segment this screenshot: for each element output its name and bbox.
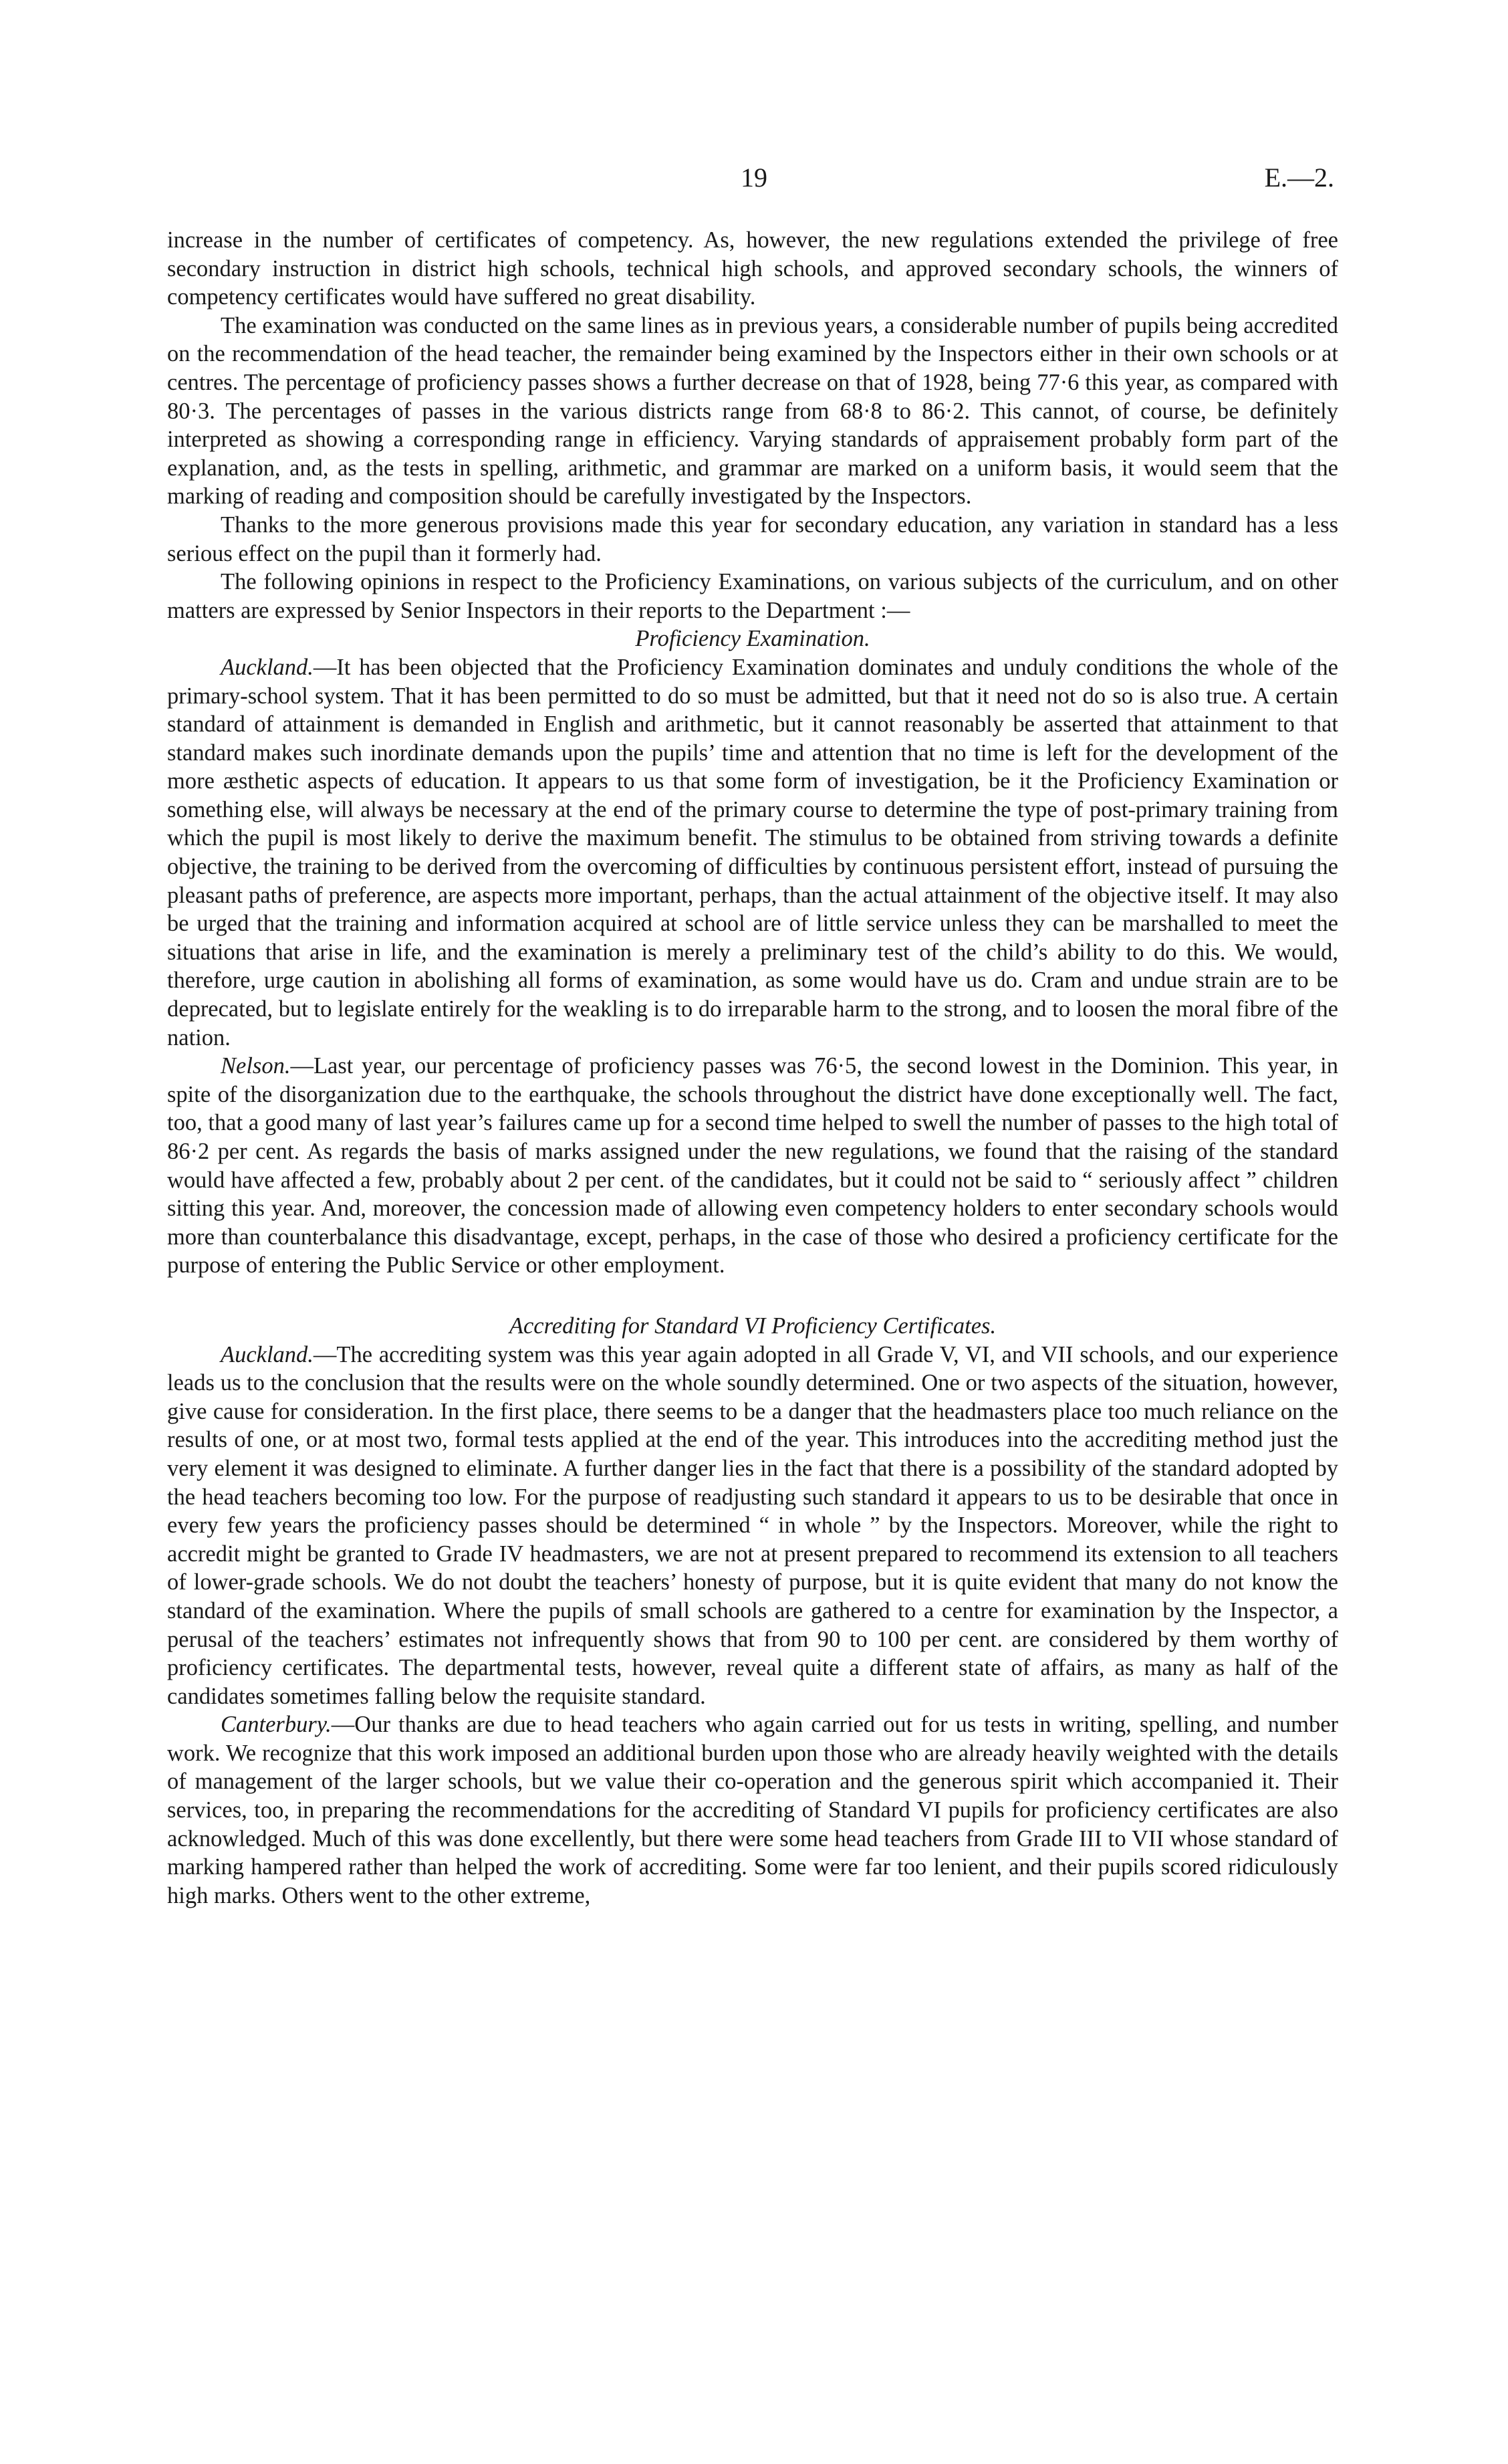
page-header (0, 158, 1508, 198)
section-heading-proficiency: Proficiency Examination. (635, 626, 870, 652)
paragraph-text: —Last year, our percentage of proficiency passes was 76·5, the second lowest in the Dominion. This year, in spite of the disorganization due to the earthquake, the schools throughout the district have done exceptionally well. The fact, too, that a good many of last year’s failures came up for a second time helped to swell the number of passes to the high total of 86·2 per cent. As regards the basis of marks assigned under the new regulations, we found that the raising of the standard would have affected a few, probably about 2 per cent. of the candidates, but it could not be said to “ seriously affect ” children sitting this year. And, moreover, the concession made of allowing even competency holders to enter secondary schools would more than counterbalance this disadvantage, except, perhaps, in the case of those who desired a proficiency certificate for the purpose of entering the Public Service or other employment. (167, 1053, 1338, 1278)
paragraph-secondary-provisions: Thanks to the more generous provisions made this year for secondary education, any variation in standard has a less serious effect on the pupil than it formerly had. (167, 512, 1338, 566)
report-code: E.—2. (1264, 162, 1334, 193)
paragraph-canterbury (167, 1710, 1338, 1910)
paragraph-text: —It has been objected that the Proficiency Examination dominates and unduly conditions the whole of the primary-school system. That it has been permitted to do so must be admitted, but that it need not do so is also true. A certain standard of attainment is demanded in English and arithmetic, but it cannot reasonably be asserted that attainment to that standard makes such inordinate demands upon the pupils’ time and attention that no time is left for the development of the more æsthetic aspects of education. It appears to us that some form of investigation, be it the Proficiency Examination or something else, will always be necessary at the end of the primary course to determine the type of post-primary training from which the pupil is most likely to derive the maximum benefit. The stimulus to be obtained from striving towards a definite objective, the training to be derived from the overcoming of difficulties by continuous persistent effort, instead of pursuing the pleasant paths of preference, are aspects more important, perhaps, than the actual attainment of the objective itself. It may also be urged that the training and information acquired at school are of little service unless they can be marshalled to meet the situations that arise in life, and the examination is merely a preliminary test of the child’s ability to do this. We would, therefore, urge caution in abolishing all forms of examination, as some would have us do. Cram and undue strain are to be deprecated, but to legislate entirely for the weakling is to do irreparable harm to the strong, and to loosen the moral fibre of the nation. (167, 654, 1338, 1050)
section-heading-accrediting: Accrediting for Standard VI Proficiency Certificates. (509, 1313, 997, 1339)
region-label-auckland: Auckland. (221, 1341, 313, 1367)
page-number: 19 (741, 162, 767, 193)
paragraph-auckland-accrediting (167, 1341, 1338, 1711)
region-label-nelson: Nelson. (221, 1053, 291, 1079)
region-label-auckland: Auckland. (221, 654, 313, 680)
paragraph-nelson (167, 1052, 1338, 1280)
paragraph-opinions-intro: The following opinions in respect to the Proficiency Examinations, on various subjects of the curriculum, and on other matters are expressed by Senior Inspectors in their reports to the Department :— (167, 569, 1338, 623)
paragraph-text: —The accrediting system was this year again adopted in all Grade V, VI, and VII schools, and our experience leads us to the conclusion that the results were on the whole soundly determined. One or two aspects of the situation, however, give cause for consideration. In the first place, there seems to be a danger that the headmasters place too much reliance on the results of one, or at most two, formal tests applied at the end of the year. This introduces into the accrediting method just the very element it was designed to eliminate. A further danger lies in the fact that there is a possibility of the standard adopted by the head teachers becoming too low. For the purpose of readjusting such standard it appears to us to be desirable that once in every few years the proficiency passes should be determined “ in whole ” by the Inspectors. Moreover, while the right to accredit might be granted to Grade IV headmasters, we are not at present prepared to recommend its extension to all teachers of lower-grade schools. We do not doubt the teachers’ honesty of purpose, but it is quite evident that many do not know the standard of the examination. Where the pupils of small schools are gathered to a centre for examination by the Inspector, a perusal of the teachers’ estimates not infrequently shows that from 90 to 100 per cent. are considered by them worthy of proficiency certificates. The departmental tests, however, reveal quite a different state of affairs, as many as half of the candidates sometimes falling below the requisite standard. (167, 1341, 1338, 1709)
paragraph-continuation: increase in the number of certificates of competency. As, however, the new regulations extended the privilege of free secondary instruction in district high schools, technical high schools, and approved secondary schools, the winners of competency certificates would have suffered no great disability. (167, 227, 1338, 310)
region-label-canterbury: Canterbury. (221, 1712, 332, 1738)
page-body (167, 226, 1338, 1910)
paragraph-text: —Our thanks are due to head teachers who again carried out for us tests in writing, spelling, and number work. We recognize that this work imposed an additional burden upon those who are already heavily weighted with the details of management of the larger schools, but we value their co-operation and the generous spirit which accompanied it. Their services, too, in preparing the recommendations for the accrediting of Standard VI pupils for proficiency certificates are also acknowledged. Much of this was done excellently, but there were some head teachers from Grade III to VII whose standard of marking hampered rather than helped the work of accrediting. Some were far too lenient, and their pupils scored ridiculously high marks. Others went to the other extreme, (167, 1712, 1338, 1908)
paragraph-examination-conduct: The examination was conducted on the same lines as in previous years, a considerable number of pupils being accredited on the recommendation of the head teacher, the remainder being examined by the Inspectors either in their own schools or at centres. The percentage of proficiency passes shows a further decrease on that of 1928, being 77·6 this year, as compared with 80·3. The percentages of passes in the various districts range from 68·8 to 86·2. This cannot, of course, be definitely interpreted as showing a corresponding range in efficiency. Varying standards of appraisement probably form part of the explanation, and, as the tests in spelling, arithmetic, and grammar are marked on a uniform basis, it would seem that the marking of reading and composition should be carefully investigated by the Inspectors. (167, 312, 1338, 510)
paragraph-auckland-proficiency (167, 653, 1338, 1052)
